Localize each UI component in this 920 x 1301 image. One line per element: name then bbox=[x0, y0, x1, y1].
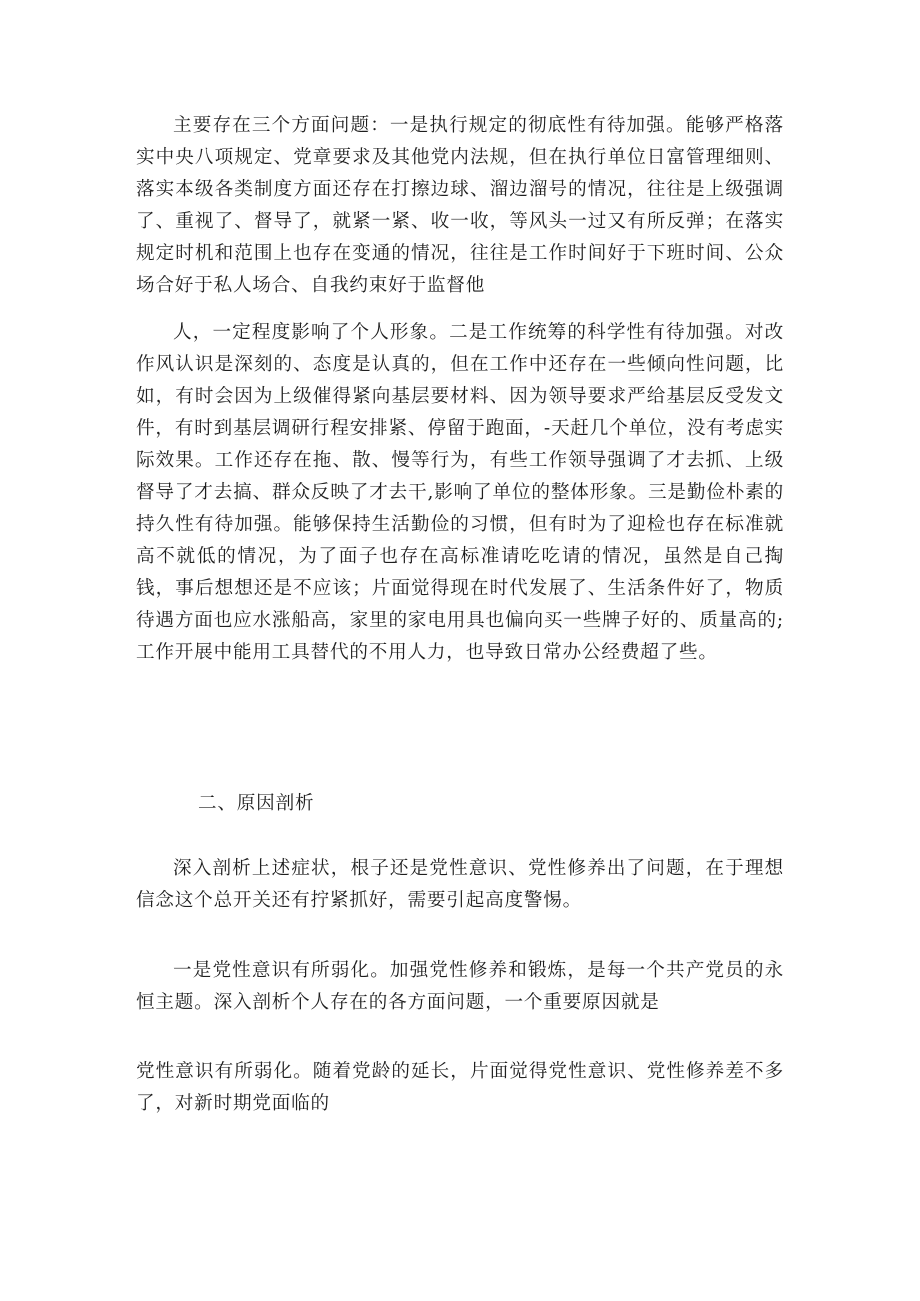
body-paragraph: 党性意识有所弱化。随着党龄的延长，片面觉得党性意识、党性修养差不多了，对新时期党面临的 bbox=[136, 1061, 784, 1114]
body-paragraph: 一是党性意识有所弱化。加强党性修养和锻炼，是每一个共产党员的永恒主题。深入剖析个人存在的各方面问题，一个重要原因就是 bbox=[136, 960, 784, 1013]
body-paragraph: 深入剖析上述症状，根子还是党性意识、党性修养出了问题，在于理想信念这个总开关还有拧紧抓好，需要引起高度警惕。 bbox=[136, 858, 784, 911]
body-paragraph: 人，一定程度影响了个人形象。二是工作统筹的科学性有待加强。对改作风认识是深刻的、态度是认真的，但在工作中还存在一些倾向性问题，比如，有时会因为上级催得紧向基层要材料、因为领导要求严给基层反受发文件，有时到基层调研行程安排紧、停留于跑面，-天赶几个单位，没有考虑实际效果。工作还存在拖、散、慢等行为，有些工作领导强调了才去抓、上级督导了才去搞、群众反映了才去干,影响了单位的整体形象。三是勤俭朴素的持久性有待加强。能够保持生活勤俭的习惯，但有时为了迎检也存在标准就高不就低的情况，为了面子也存在高标准请吃吃请的情况，虽然是自己掏钱，事后想想还是不应该；片面觉得现在时代发展了、生活条件好了，物质待遇方面也应水涨船高，家里的家电用具也偏向买一些牌子好的、质量高的;工作开展中能用工具替代的不用人力，也导致日常办公经费超了些。 bbox=[136, 322, 784, 663]
section-heading: 二、原因剖析 bbox=[198, 793, 315, 814]
body-paragraph: 主要存在三个方面问题：一是执行规定的彻底性有待加强。能够严格落实中央八项规定、党章要求及其他党内法规，但在执行单位日富管理细则、落实本级各类制度方面还存在打擦边球、溜边溜号的情况，往往是上级强调了、重视了、督导了，就紧一紧、收一收，等风头一过又有所反弹；在落实规定时机和范围上也存在变通的情况，往往是工作时间好于下班时间、公众场合好于私人场合、自我约束好于监督他 bbox=[136, 115, 784, 296]
